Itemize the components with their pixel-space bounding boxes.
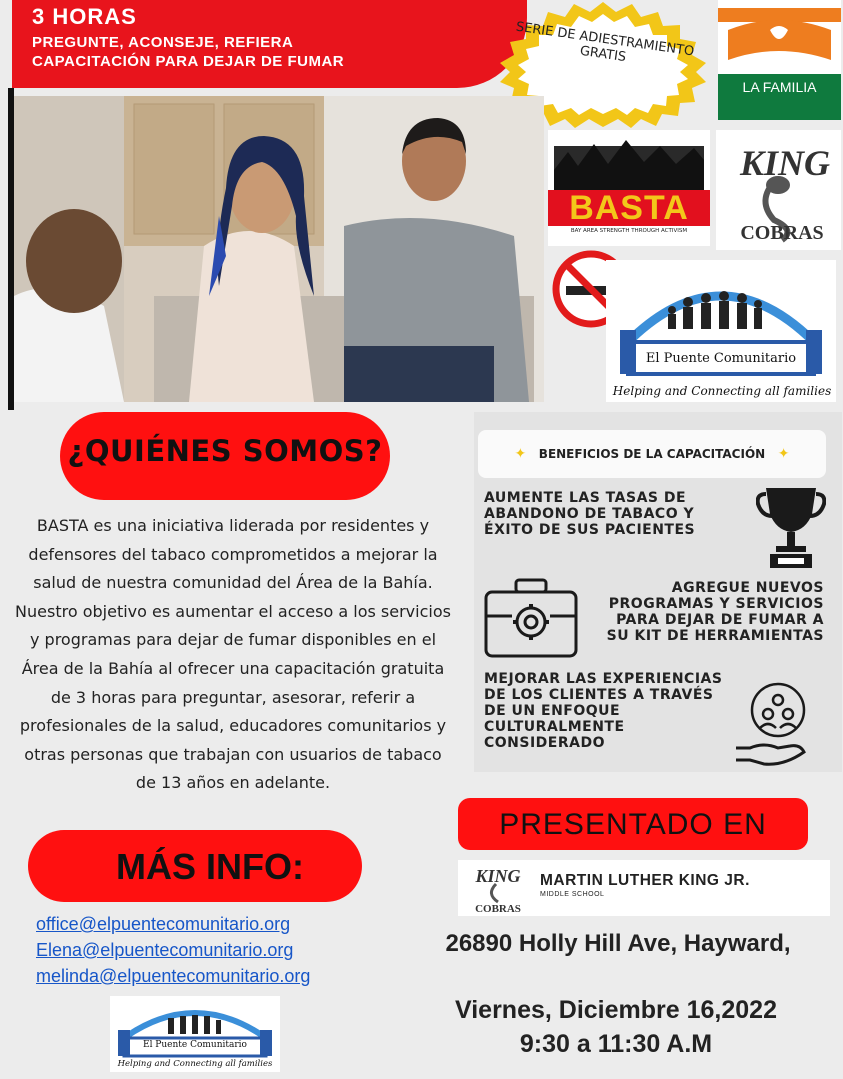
star-icon: ✦ (777, 446, 790, 462)
mlk-logo-word: KING (740, 143, 831, 183)
la-familia-name: LA FAMILIA (718, 74, 841, 100)
header-hours: 3 HORAS (32, 4, 137, 29)
el-puente-small-name: El Puente Comunitario (143, 1040, 247, 1050)
event-address: 26890 Holly Hill Ave, Hayward, (445, 930, 791, 957)
svg-text:COBRAS: COBRAS (475, 903, 521, 914)
benefit-item: AUMENTE LAS TASAS DE ABANDONO DE TABACO Y ÉXITO DE SUS PACIENTES (484, 490, 696, 538)
email-link[interactable]: Elena@elpuentecomunitario.org (36, 940, 294, 960)
el-puente-tagline: Helping and Connecting all families (612, 384, 832, 398)
school-name: MARTIN LUTHER KING JR. (540, 872, 750, 889)
el-puente-name: El Puente Comunitario (645, 351, 797, 366)
school-subtitle: MIDDLE SCHOOL (540, 891, 605, 898)
star-icon: ✦ (514, 446, 527, 462)
benefits-title (478, 446, 826, 462)
about-body: BASTA es una iniciativa liderada por residentes y defensores del tabaco comprometidos a mejorar la salud de nuestra comunidad del Área de la Bahía. Nuestro objetivo es aumentar el acceso a los servicios y programas para dejar de fumar disponibles en el Área de la Bahía al ofrecer una capacitación gratuita de 3 horas para preguntar, asesorar, referir a profesionales de la salud, educadores comunitarios y otras personas que trabajan con usuarios de tabaco de 13 años en adelante. (15, 516, 451, 793)
about-title: ¿QUIÉNES SOMOS? (67, 434, 383, 468)
mlk-mini-logo (468, 862, 528, 914)
email-link[interactable]: melinda@elpuentecomunitario.org (36, 966, 311, 986)
mlk-logo-cobras: COBRAS (740, 222, 824, 244)
info-title: MÁS INFO: (116, 846, 304, 887)
event-date: Viernes, Diciembre 16,2022 (455, 996, 777, 1024)
basta-name: BASTA (548, 190, 710, 226)
benefit-item: MEJORAR LAS EXPERIENCIAS DE LOS CLIENTES A TRAVÉS DE UN ENFOQUE CULTURALMENTE CONSIDERADO (484, 671, 723, 751)
basta-tagline: BAY AREA STRENGTH THROUGH ACTIVISM (570, 228, 688, 234)
el-puente-logo (606, 260, 836, 402)
la-familia-logo (718, 0, 841, 120)
presented-title: PRESENTADO EN (499, 808, 767, 841)
event-time: 9:30 a 11:30 A.M (519, 1030, 713, 1058)
el-puente-small-tagline: Helping and Connecting all families (117, 1059, 273, 1069)
benefits-title-text: BENEFICIOS DE LA CAPACITACIÓN (538, 447, 766, 461)
email-link[interactable]: office@elpuentecomunitario.org (36, 914, 291, 934)
clinic-photo (14, 96, 544, 402)
header-subtitle-2: CAPACITACIÓN PARA DEJAR DE FUMAR (32, 53, 345, 70)
toolbox-icon (482, 578, 580, 660)
header-subtitle-1: PREGUNTE, ACONSEJE, REFIERA (32, 34, 294, 51)
svg-text:KING: KING (475, 866, 521, 886)
badge-text: SERIE DE ADIESTRAMIENTO GRATIS (514, 19, 696, 66)
trophy-icon (756, 484, 826, 570)
community-care-icon (734, 682, 808, 768)
benefit-item: AGREGUE NUEVOS PROGRAMAS Y SERVICIOS PARA DEJAR DE FUMAR A SU KIT DE HERRAMIENTAS (606, 580, 824, 644)
